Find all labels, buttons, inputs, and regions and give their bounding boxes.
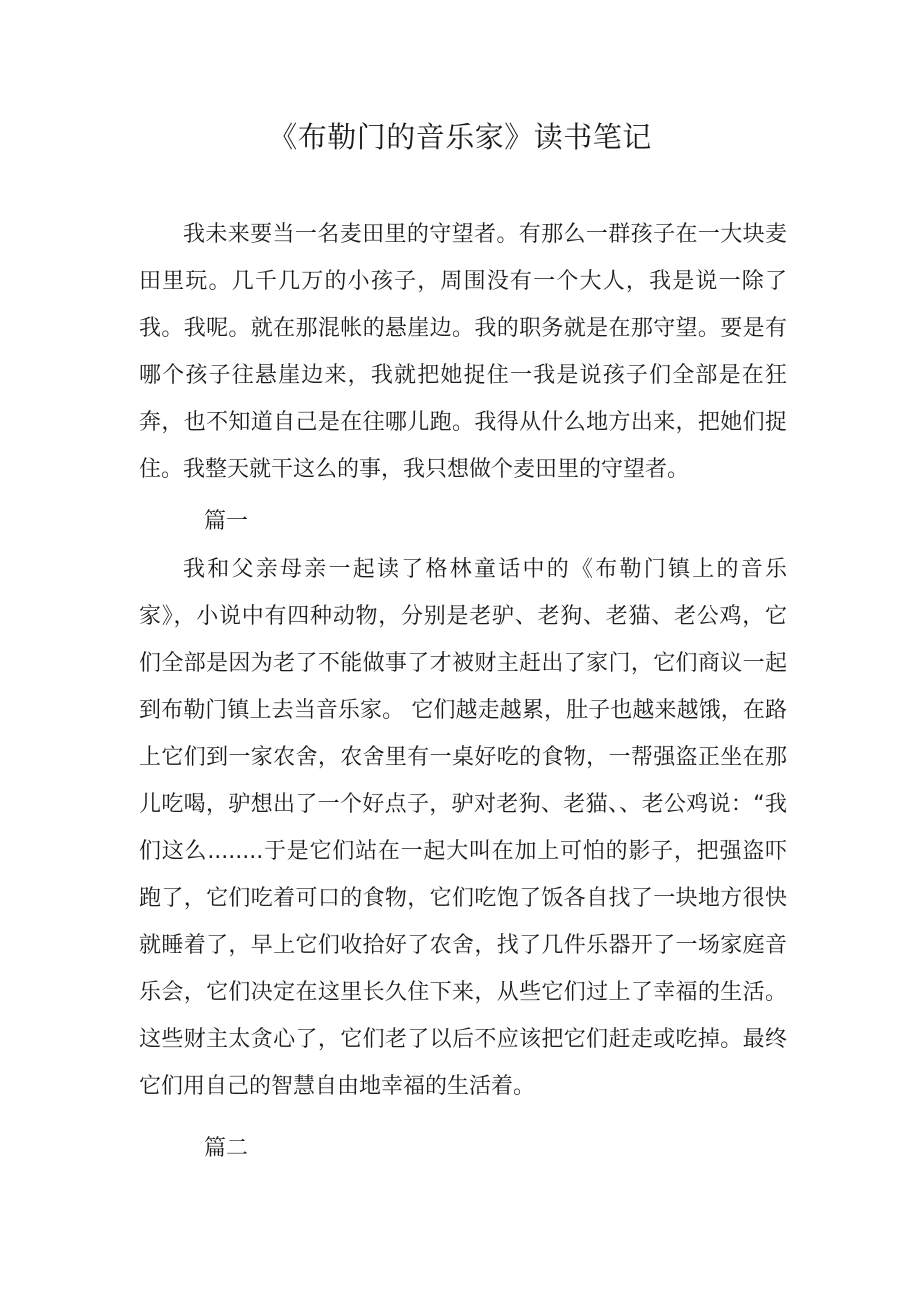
section-heading-2: 篇二 xyxy=(204,1136,249,1161)
section-heading-block xyxy=(139,498,787,545)
intro-paragraph: 我未来要当一名麦田里的守望者。有那么一群孩子在一大块麦田里玩。几千几万的小孩子，周围没有一个大人，我是说一除了我。我呢。就在那混帐的悬崖边。我的职务就是在那守望。要是有哪个孩子往悬崖边来，我就把她捉住一我是说孩子们全部是在狂奔，也不知道自己是在往哪儿跑。我得从什么地方出来，把她们捉住。我整天就干这么的事，我只想做个麦田里的守望者。 xyxy=(139,222,787,482)
section-heading-block xyxy=(139,1125,787,1172)
intro-paragraph-block xyxy=(139,211,787,493)
section-heading-1: 篇一 xyxy=(204,509,249,534)
section-body-block xyxy=(139,546,787,1110)
section-1-paragraph: 我和父亲母亲一起读了格林童话中的《布勒门镇上的音乐家》，小说中有四种动物，分别是老驴、老狗、老猫、老公鸡，它们全部是因为老了不能做事了才被财主赶出了家门，它们商议一起到布勒门镇上去当音乐家。 它们越走越累，肚子也越来越饿，在路上它们到一家农舍，农舍里有一桌好吃的食物，一帮强盗正坐在那儿吃喝，驴想出了一个好点子，驴对老狗、老猫、、老公鸡说：“我们这么........于是它们站在一起大叫在加上可怕的影子，把强盗吓跑了，它们吃着可口的食物，它们吃饱了饭各自找了一块地方很快就睡着了，早上它们收拾好了农舍，找了几件乐器开了一场家庭音乐会，它们决定在这里长久住下来，从些它们过上了幸福的生活。 这些财主太贪心了，它们老了以后不应该把它们赶走或吃掉。最终它们用自己的智慧自由地幸福的生活着。 xyxy=(139,557,787,1099)
document-title: 《布勒门的音乐家》读书笔记 xyxy=(268,120,652,154)
